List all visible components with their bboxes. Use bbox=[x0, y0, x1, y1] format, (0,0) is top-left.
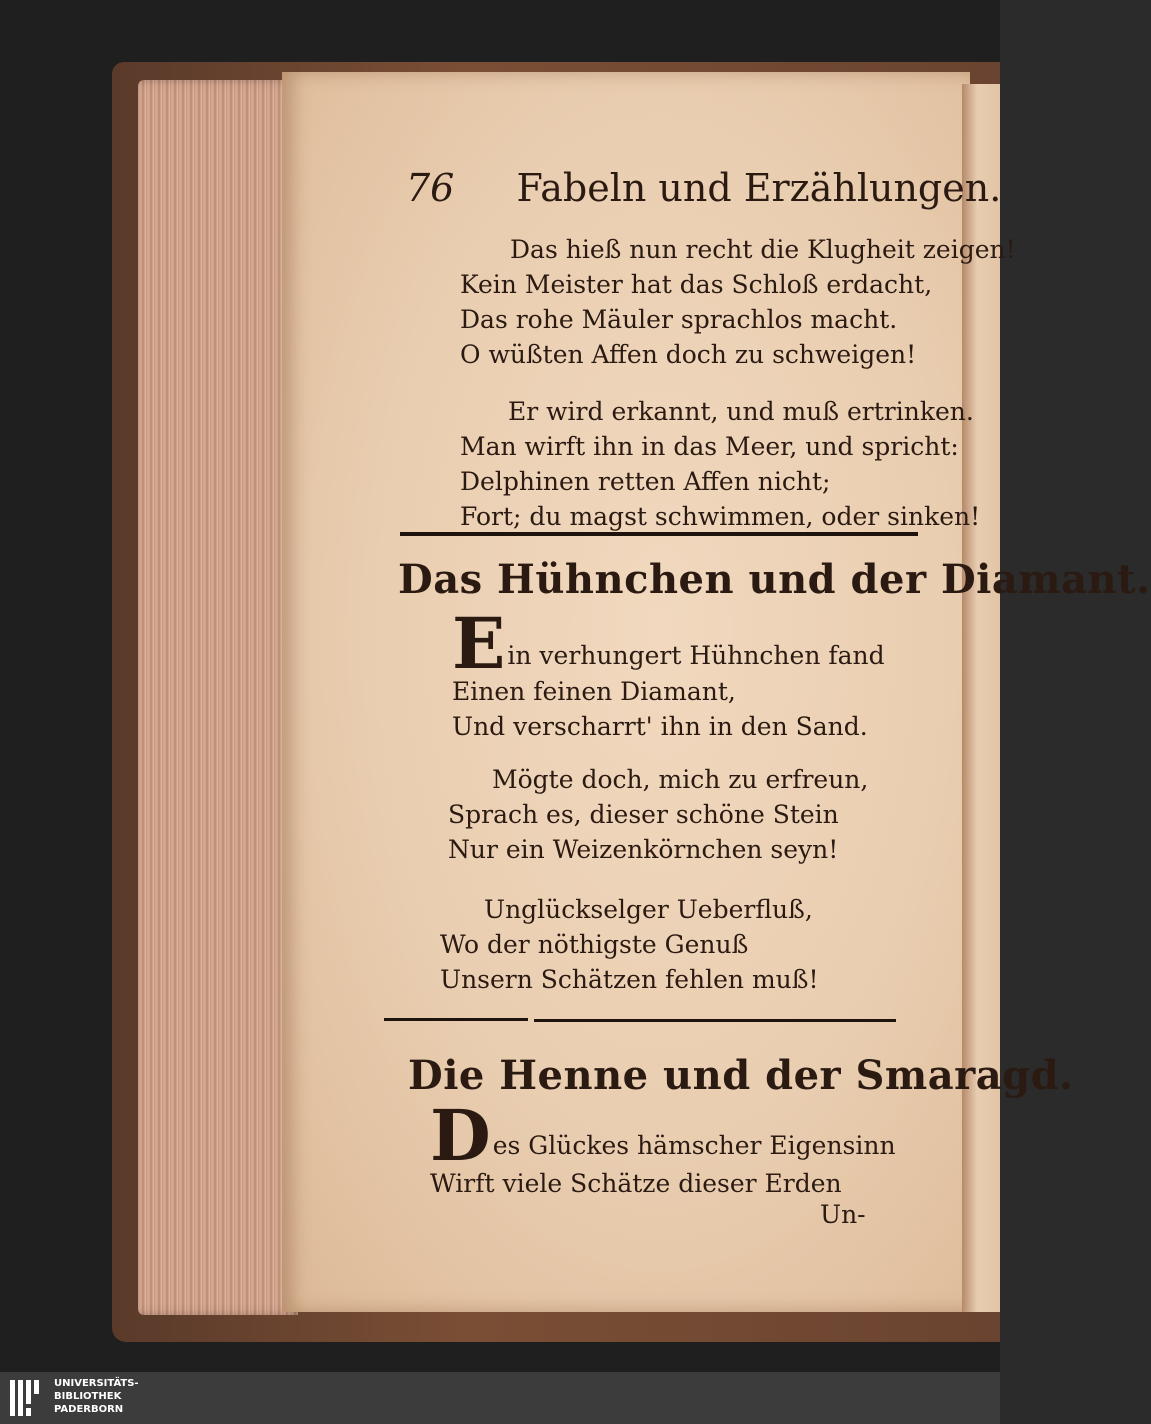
section-rule bbox=[400, 532, 918, 536]
catchword: Un- bbox=[820, 1200, 866, 1229]
verse-line: O wüßten Affen doch zu schweigen! bbox=[460, 340, 917, 369]
library-logo-text bbox=[54, 1377, 139, 1416]
verse-line: Er wird erkannt, und muß ertrinken. bbox=[508, 397, 974, 426]
verse-line: in verhungert Hühnchen fand bbox=[507, 641, 885, 670]
verse-line: Und verscharrt' ihn in den Sand. bbox=[452, 712, 868, 741]
verse-line: Delphinen retten Affen nicht; bbox=[460, 467, 831, 496]
verse-line: Fort; du magst schwimmen, oder sinken! bbox=[460, 502, 981, 531]
running-head-title: Fabeln und Erzählungen. bbox=[516, 166, 1002, 210]
poem-title: Das Hühnchen und der Diamant. bbox=[398, 556, 1151, 603]
stanza-2 bbox=[460, 394, 980, 534]
poem-title: Die Henne und der Smaragd. bbox=[408, 1052, 1074, 1099]
verse-line: Das rohe Mäuler sprachlos macht. bbox=[460, 305, 898, 334]
verse-line: Wo der nöthigste Genuß bbox=[440, 930, 749, 959]
logo-line: UNIVERSITÄTS- bbox=[54, 1378, 139, 1389]
page-edges bbox=[138, 80, 298, 1315]
verse-line: Unglückselger Ueberfluß, bbox=[484, 895, 813, 924]
logo-line: PADERBORN bbox=[54, 1404, 124, 1415]
poem-2-stanza-1 bbox=[452, 602, 885, 744]
running-head bbox=[406, 166, 1001, 210]
verse-line: Sprach es, dieser schöne Stein bbox=[448, 800, 839, 829]
poem-2-stanza-3 bbox=[440, 892, 819, 997]
library-footer bbox=[0, 1372, 1000, 1424]
stanza-1 bbox=[460, 232, 1016, 372]
poem-2-stanza-2 bbox=[448, 762, 868, 867]
verse-line: Wirft viele Schätze dieser Erden bbox=[430, 1169, 842, 1198]
section-rule-right bbox=[534, 1019, 896, 1022]
university-logo-icon bbox=[10, 1378, 44, 1418]
page-number: 76 bbox=[406, 166, 455, 210]
drop-cap: E bbox=[452, 602, 506, 685]
verse-line: Mögte doch, mich zu erfreun, bbox=[492, 765, 869, 794]
verse-line: Kein Meister hat das Schloß erdacht, bbox=[460, 270, 933, 299]
section-rule-left bbox=[384, 1018, 528, 1021]
verse-line: Das hieß nun recht die Klugheit zeigen! bbox=[510, 235, 1016, 264]
verse-line: Einen feinen Diamant, bbox=[452, 677, 736, 706]
verse-line: es Glückes hämscher Eigensinn bbox=[492, 1131, 896, 1160]
verse-line: Man wirft ihn in das Meer, und spricht: bbox=[460, 432, 959, 461]
verse-line: Nur ein Weizenkörnchen seyn! bbox=[448, 835, 839, 864]
drop-cap: D bbox=[430, 1094, 491, 1177]
poem-3-stanza bbox=[430, 1094, 896, 1201]
logo-line: BIBLIOTHEK bbox=[54, 1391, 122, 1402]
verse-line: Unsern Schätzen fehlen muß! bbox=[440, 965, 819, 994]
